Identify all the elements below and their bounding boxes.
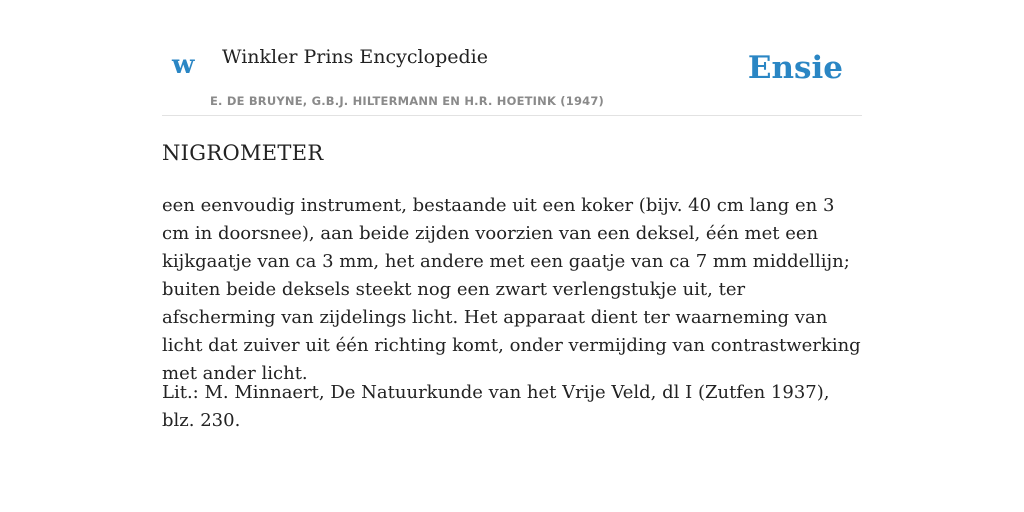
entry-body: een eenvoudig instrument, bestaande uit een koker (bijv. 40 cm lang en 3 cm in doorsnee), aan beide zijden voorzien van een deksel, één met een kijkgaatje van ca 3 mm, het andere met een gaatje van ca 7 mm middellijn; buiten beide deksels steekt nog een zwart verlengstukje uit, ter afscherming van zijdelings licht. Het apparaat dient ter waarneming van licht dat zuiver uit één richting komt, onder vermijding van contrastwerking met ander licht. [162, 195, 861, 384]
literature-reference: Lit.: M. Minnaert, De Natuurkunde van het Vrije Veld, dl I (Zutfen 1937), blz. 230. [162, 382, 830, 431]
publication-title: Winkler Prins Encyclopedie [222, 46, 488, 68]
entry-title: NIGROMETER [162, 141, 324, 165]
header [162, 40, 862, 116]
authors-line: E. DE BRUYNE, G.B.J. HILTERMANN EN H.R. HOETINK (1947) [210, 94, 605, 108]
publication-logo[interactable]: w [172, 50, 195, 80]
ensie-logo-link[interactable]: Ensie [747, 50, 843, 86]
